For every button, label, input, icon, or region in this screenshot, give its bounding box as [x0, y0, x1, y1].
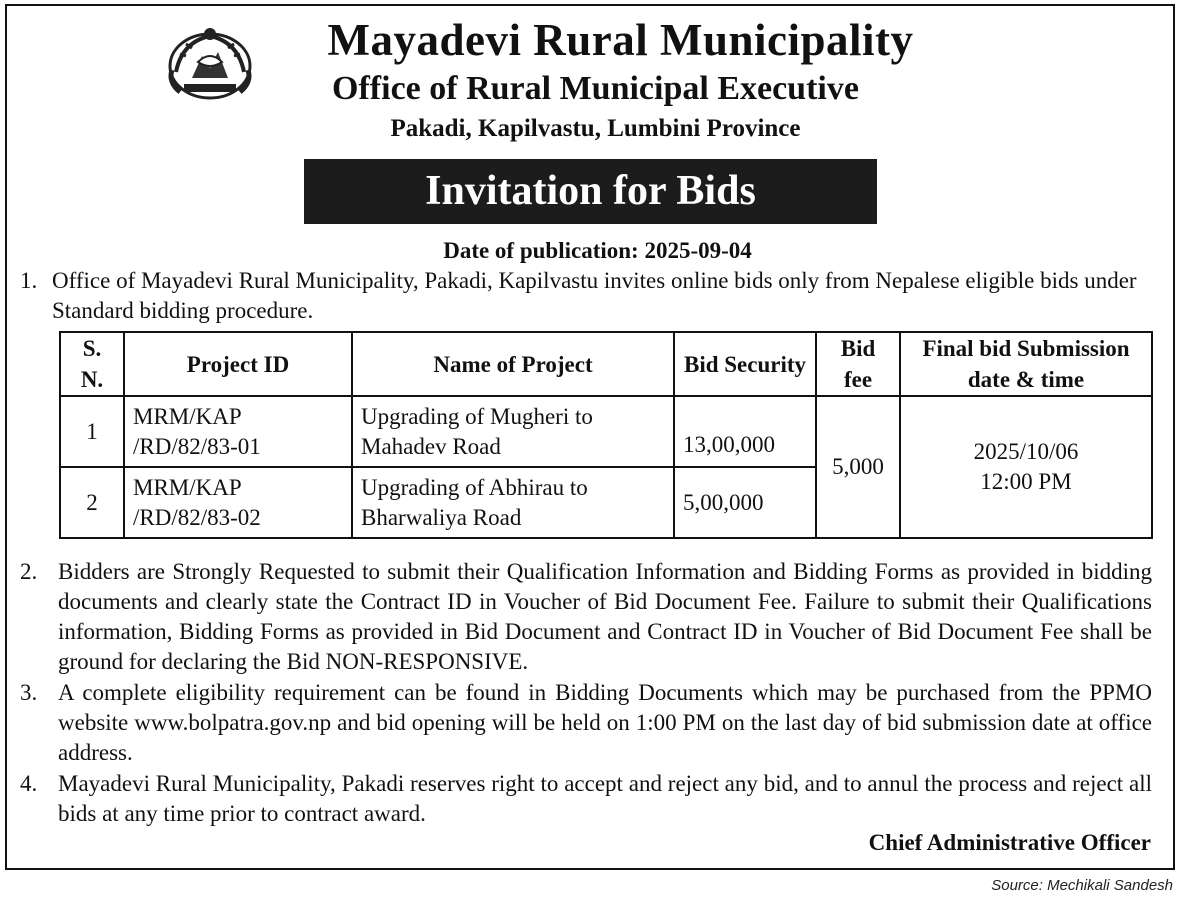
clause-2 — [20, 557, 1152, 677]
clause-number: 4. — [20, 771, 38, 796]
clause-text: Mayadevi Rural Municipality, Pakadi reserves right to accept and reject any bid, and to annul the process and reject all bids at any time prior to contract award. — [58, 771, 1152, 826]
clause-text: Office of Mayadevi Rural Municipality, Pakadi, Kapilvastu invites online bids only from Nepalese eligible bids under Standard bidding procedure. — [52, 268, 1137, 323]
office-address: Pakadi, Kapilvastu, Lumbini Province — [390, 115, 801, 142]
clause-1 — [20, 266, 1150, 326]
clause-3 — [20, 678, 1152, 768]
final-submission-cell — [900, 396, 1152, 538]
row-project-id: MRM/KAP /RD/82/83-02 — [124, 467, 352, 538]
clause-4 — [20, 769, 1152, 829]
row-sn: 1 — [60, 396, 124, 467]
header-project-id: Project ID — [124, 332, 352, 396]
publication-date: Date of publication: 2025-09-04 — [443, 238, 752, 263]
row-project-id: MRM/KAP /RD/82/83-01 — [124, 396, 352, 467]
clause-number: 1. — [20, 268, 38, 293]
header-project-name: Name of Project — [352, 332, 674, 396]
signatory: Chief Administrative Officer — [868, 830, 1151, 855]
office-title: Office of Rural Municipal Executive — [332, 70, 859, 107]
row-bid-security: 13,00,000 — [674, 396, 816, 467]
row-project-name: Upgrading of Mugheri to Mahadev Road — [352, 396, 674, 467]
row-project-name: Upgrading of Abhirau to Bharwaliya Road — [352, 467, 674, 538]
header-bid-security: Bid Security — [674, 332, 816, 396]
municipality-title: Mayadevi Rural Municipality — [327, 15, 914, 65]
final-time: 12:00 PM — [980, 469, 1072, 494]
source-credit: Source: Mechikali Sandesh — [991, 877, 1173, 894]
row-bid-security: 5,00,000 — [674, 467, 816, 538]
bid-fee-cell: 5,000 — [816, 396, 900, 538]
table-row — [60, 396, 1152, 467]
table-header-row — [60, 332, 1152, 396]
bids-table — [59, 331, 1153, 539]
notice-banner: Invitation for Bids — [304, 159, 877, 224]
header-bid-fee: Bid fee — [816, 332, 900, 396]
row-sn: 2 — [60, 467, 124, 538]
header-final-submission: Final bid Submission date & time — [900, 332, 1152, 396]
header-sn: S. N. — [60, 332, 124, 396]
final-date: 2025/10/06 — [973, 439, 1079, 464]
clause-text: Bidders are Strongly Requested to submit their Qualification Information and Bidding Forms as provided in bidding documents and clearly state the Contract ID in Voucher of Bid Document Fee. Failure to submit their Qualifications information, Bidding Forms as provided in Bid Document and Contract ID in Voucher of Bid Document Fee shall be ground for declaring the Bid NON-RESPONSIVE. — [58, 559, 1152, 674]
clause-number: 2. — [20, 559, 38, 584]
clause-text: A complete eligibility requirement can be found in Bidding Documents which may be purchased from the PPMO website www.bolpatra.gov.np and bid opening will be held on 1:00 PM on the last day of bid submission date at office address. — [58, 680, 1152, 765]
clause-number: 3. — [20, 680, 38, 705]
